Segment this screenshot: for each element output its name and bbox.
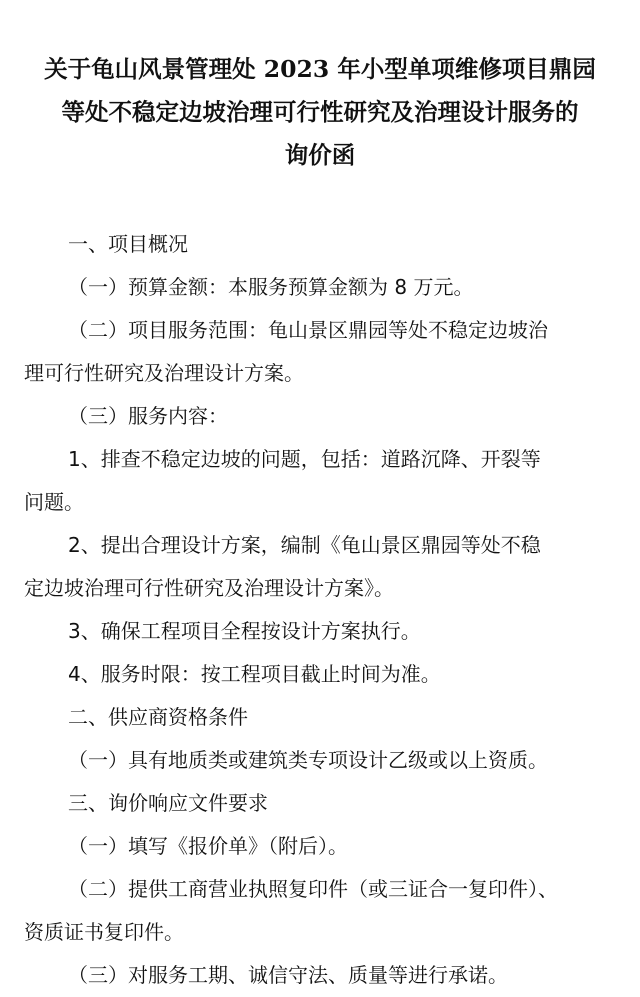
title-line-3: 询价函 [284, 141, 356, 169]
service-item-1-line-1: 1、排查不稳定边坡的问题，包括：道路沉降、开裂等 [68, 447, 541, 471]
service-scope-paragraph [24, 309, 616, 395]
service-scope-line-1: （二）项目服务范围：龟山景区鼎园等处不稳定边坡治 [68, 318, 548, 342]
title-line-1: 关于龟山风景管理处 2023 年小型单项维修项目鼎园 [44, 55, 596, 83]
service-item-1 [24, 438, 616, 524]
requirement-item-2-line-1: （二）提供工商营业执照复印件（或三证合一复印件）、 [68, 877, 558, 901]
service-content-heading: （三）服务内容： [68, 404, 228, 428]
service-item-2-line-1: 2、提出合理设计方案，编制《龟山景区鼎园等处不稳 [68, 533, 541, 557]
qualification-paragraph: （一）具有地质类或建筑类专项设计乙级或以上资质。 [68, 748, 548, 772]
requirement-item-2-line-2: 资质证书复印件。 [24, 920, 184, 944]
requirement-item-1: （一）填写《报价单》（附后）。 [68, 834, 348, 858]
requirement-item-3: （三）对服务工期、诚信守法、质量等进行承诺。 [68, 963, 508, 987]
service-item-3: 3、确保工程项目全程按设计方案执行。 [68, 619, 421, 643]
document-title [24, 48, 616, 177]
service-item-4: 4、服务时限：按工程项目截止时间为准。 [68, 662, 441, 686]
requirement-item-2 [24, 868, 616, 954]
document-body [24, 223, 616, 997]
service-item-2 [24, 524, 616, 610]
section-heading-project-overview: 一、项目概况 [68, 232, 188, 256]
service-item-2-line-2: 定边坡治理可行性研究及治理设计方案》。 [24, 576, 394, 600]
section-heading-response-requirements: 三、询价响应文件要求 [68, 791, 268, 815]
service-scope-line-2: 理可行性研究及治理设计方案。 [24, 361, 304, 385]
service-item-1-line-2: 问题。 [24, 490, 84, 514]
title-line-2: 等处不稳定边坡治理可行性研究及治理设计服务的 [61, 98, 579, 126]
budget-paragraph: （一）预算金额：本服务预算金额为 8 万元。 [68, 275, 474, 299]
section-heading-supplier-qualification: 二、供应商资格条件 [68, 705, 248, 729]
